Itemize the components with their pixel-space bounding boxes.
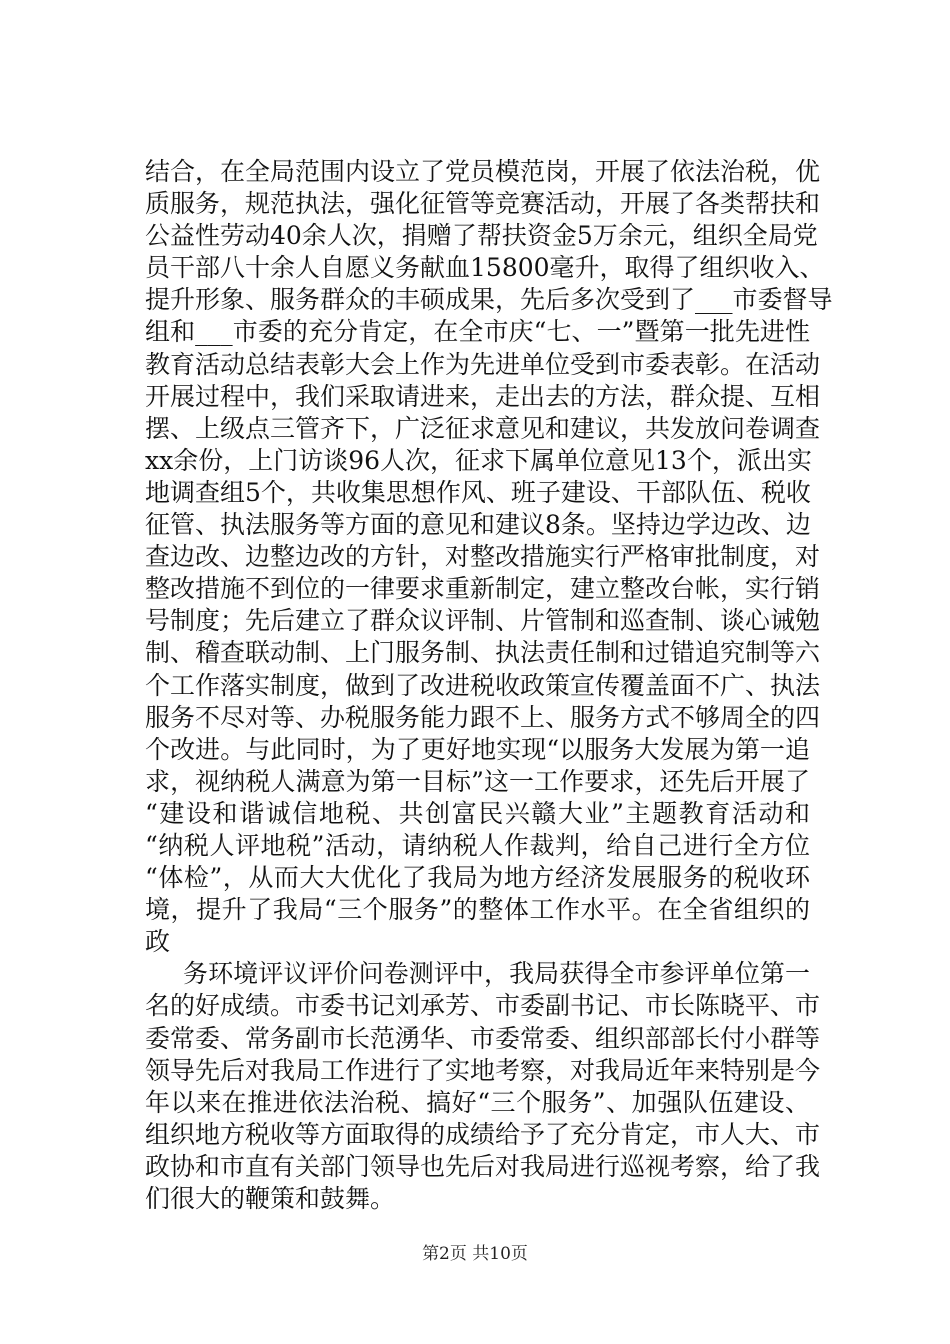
text-line: 结合，在全局范围内设立了党员模范岗，开展了依法治税，优 — [145, 157, 821, 186]
text-line: 摆、上级点三管齐下，广泛征求意见和建议，共发放问卷调查 — [145, 413, 821, 443]
text-line: “建设和谐诚信地税、共创富民兴赣大业”主题教育活动和 — [145, 798, 810, 828]
text-line: 个改进。与此同时，为了更好地实现“以服务大发展为第一追 — [145, 734, 810, 764]
text-line: 委常委、常务副市长范湧华、市委常委、组织部部长付小群等 — [145, 1023, 821, 1053]
text-line: xx余份，上门访谈96人次，征求下属单位意见13个，派出实 — [145, 445, 812, 475]
text-line: “体检”，从而大大优化了我局为地方经济发展服务的税收环 — [145, 863, 810, 893]
text-line: 务环境评议评价问卷测评中，我局获得全市参评单位第一 — [183, 959, 810, 989]
text-line: 制、稽查联动制、上门服务制、执法责任制和过错追究制等六 — [145, 638, 821, 668]
text-line: 号制度；先后建立了群众议评制、片管制和巡查制、谈心诫勉 — [145, 606, 821, 636]
text-line: 公益性劳动40余人次，捐赠了帮扶资金5万余元，组织全局党 — [145, 221, 818, 251]
text-line: 个工作落实制度，做到了改进税收政策宣传覆盖面不广、执法 — [145, 670, 821, 700]
text-line: 征管、执法服务等方面的意见和建议8条。坚持边学边改、边 — [145, 510, 811, 540]
text-line: “纳税人评地税”活动，请纳税人作裁判，给自己进行全方位 — [145, 830, 810, 860]
text-line: 查边改、边整边改的方针，对整改措施实行严格审批制度，对 — [145, 542, 821, 572]
text-line: 政 — [145, 927, 171, 957]
text-line: 组和___市委的充分肯定，在全市庆“七、一”暨第一批先进性 — [145, 317, 810, 347]
text-line: 境，提升了我局“三个服务”的整体工作水平。在全省组织的 — [145, 895, 810, 925]
text-line: 政协和市直有关部门领导也先后对我局进行巡视考察，给了我 — [145, 1151, 821, 1181]
paragraph-1 — [145, 156, 833, 958]
text-line: 提升形象、服务群众的丰硕成果，先后多次受到了___市委督导 — [145, 285, 833, 315]
text-line: 名的好成绩。市委书记刘承芳、市委副书记、市长陈晓平、市 — [145, 991, 821, 1021]
text-line: 教育活动总结表彰大会上作为先进单位受到市委表彰。在活动 — [145, 349, 821, 379]
paragraph-2 — [145, 958, 821, 1215]
text-line: 领导先后对我局工作进行了实地考察，对我局近年来特别是今 — [145, 1055, 821, 1085]
text-line: 员干部八十余人自愿义务献血15800毫升，取得了组织收入、 — [145, 253, 825, 283]
text-line: 组织地方税收等方面取得的成绩给予了充分肯定，市人大、市 — [145, 1119, 821, 1149]
text-line: 们很大的鞭策和鼓舞。 — [145, 1184, 396, 1213]
text-line: 地调查组5个，共收集思想作风、班子建设、干部队伍、税收 — [145, 477, 811, 507]
page-number-footer: 第2页 共10页 — [422, 1244, 528, 1264]
text-line: 质服务，规范执法，强化征管等竞赛活动，开展了各类帮扶和 — [145, 189, 821, 219]
text-line: 年以来在推进依法治税、搞好“三个服务”、加强队伍建设、 — [145, 1087, 810, 1117]
text-line: 求，视纳税人满意为第一目标”这一工作要求，还先后开展了 — [145, 766, 810, 796]
text-line: 整改措施不到位的一律要求重新制定，建立整改台帐，实行销 — [145, 574, 821, 604]
text-line: 开展过程中，我们采取请进来，走出去的方法，群众提、互相 — [145, 381, 821, 411]
document-body — [145, 156, 833, 1215]
text-line: 服务不尽对等、办税服务能力跟不上、服务方式不够周全的四 — [145, 702, 821, 732]
